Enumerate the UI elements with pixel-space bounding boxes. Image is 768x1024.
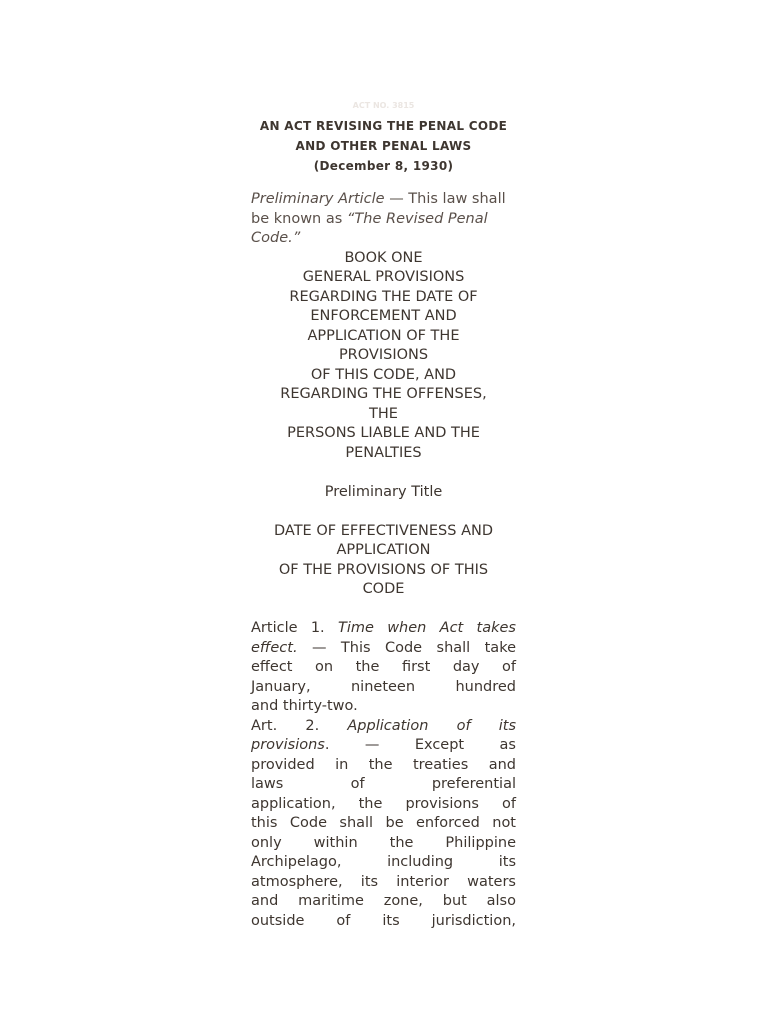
preliminary-article-text: — This law shall be known as <box>251 191 506 227</box>
article-1-text: Article 1. <box>251 620 338 636</box>
article-2-text: this Code shall be enforced not <box>251 815 516 831</box>
article-2-text: application, the provisions of <box>251 795 516 812</box>
book-heading-line: ENFORCEMENT AND <box>310 308 457 324</box>
article-2-line <box>251 795 516 815</box>
article-1-text: and thirty-two. <box>251 698 358 714</box>
article-2-line <box>251 892 516 912</box>
book-heading-line: OF THIS CODE, AND <box>310 366 457 383</box>
article-2-text: provided in the treaties and <box>251 756 516 773</box>
book-heading-line: PROVISIONS <box>338 347 429 363</box>
preliminary-article-label: Preliminary Article <box>251 191 385 207</box>
article-2-text: and maritime zone, but also <box>251 893 516 909</box>
title-heading-line: CODE <box>362 581 405 597</box>
book-heading-line: GENERAL PROVISIONS <box>302 269 465 285</box>
article-1-line <box>251 697 516 717</box>
article-2-text: laws of preferential <box>251 776 516 792</box>
book-one-heading <box>251 249 516 464</box>
article-1-text: January, nineteen hundred <box>251 678 516 695</box>
article-1-line <box>251 619 516 639</box>
act-title-line-2: AND OTHER PENAL LAWS <box>295 139 472 153</box>
preliminary-article <box>251 190 516 249</box>
article-2-text: outside of its jurisdiction, <box>251 912 516 929</box>
article-2-text: atmosphere, its interior waters <box>251 873 516 890</box>
title-heading-line: OF THE PROVISIONS OF THIS <box>278 561 489 578</box>
preliminary-title: Preliminary Title <box>324 483 443 500</box>
book-heading-line: APPLICATION OF THE <box>307 327 460 344</box>
document-page <box>251 100 516 931</box>
article-2 <box>251 717 516 932</box>
article-1-line <box>251 639 516 659</box>
article-2-line <box>251 834 516 854</box>
book-heading-line: THE <box>369 405 398 422</box>
article-2-text: Application of its <box>347 717 516 734</box>
article-1-text: — This Code shall take <box>297 639 516 656</box>
act-number: ACT NO. 3815 <box>352 101 415 110</box>
article-1-line <box>251 658 516 678</box>
article-2-text: . — Except as <box>324 737 516 753</box>
title-heading-line: APPLICATION <box>336 542 431 558</box>
book-heading-line: REGARDING THE DATE OF <box>289 288 478 305</box>
article-1 <box>251 619 516 717</box>
article-2-line <box>251 873 516 893</box>
act-title-line-1: AN ACT REVISING THE PENAL CODE <box>259 119 508 133</box>
book-heading-line: PERSONS LIABLE AND THE <box>287 425 480 441</box>
article-2-text: Archipelago, including its <box>251 854 516 870</box>
book-heading-line: REGARDING THE OFFENSES, <box>280 386 487 402</box>
article-1-text: effect on the first day of <box>251 659 516 675</box>
act-date: (December 8, 1930) <box>313 159 454 173</box>
article-2-line <box>251 814 516 834</box>
title-heading <box>251 522 516 600</box>
article-2-line <box>251 853 516 873</box>
article-2-line <box>251 756 516 776</box>
article-2-text: only within the Philippine <box>251 834 516 851</box>
article-2-line <box>251 717 516 737</box>
article-1-text: effect. <box>251 639 298 656</box>
book-heading-line: BOOK ONE <box>344 249 423 266</box>
article-2-text: provisions <box>251 737 325 753</box>
article-1-line <box>251 678 516 698</box>
title-heading-line: DATE OF EFFECTIVENESS AND <box>274 522 493 539</box>
book-heading-line: PENALTIES <box>345 444 422 461</box>
article-1-text: Time when Act takes <box>337 620 516 636</box>
article-2-text: Art. 2. <box>251 717 348 734</box>
article-2-line <box>251 912 516 932</box>
article-2-line <box>251 736 516 756</box>
code-name: “The Revised Penal Code.” <box>251 210 488 246</box>
article-2-line <box>251 775 516 795</box>
